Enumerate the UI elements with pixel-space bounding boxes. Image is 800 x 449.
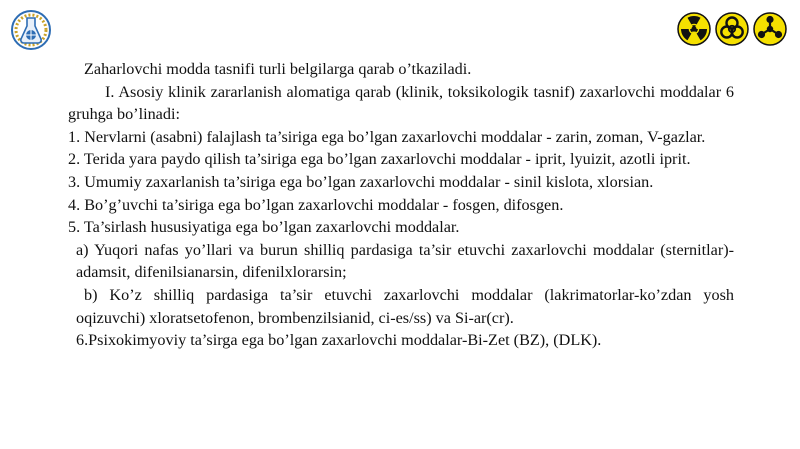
opcw-emblem-icon <box>10 9 52 51</box>
slide-body <box>68 58 734 352</box>
list-item: 4. Bo’g’uvchi ta’siriga ega bo’lgan zaxarlovchi moddalar - fosgen, difosgen. <box>68 195 564 214</box>
list-item: 3. Umumiy zaxarlanish ta’siriga ega bo’lgan zaxarlovchi moddalar - sinil kislota, xlorsian. <box>68 172 654 191</box>
intro-paragraph: Zaharlovchi modda tasnifi turli belgilarga qarab o’tkaziladi. <box>84 60 472 78</box>
biohazard-icon <box>715 12 749 46</box>
list-item: 6.Psixokimyoviy ta’sirga ega bo’lgan zaxarlovchi moddalar-Bi-Zet (BZ), (DLK). <box>76 331 602 350</box>
chemical-hazard-icon <box>753 12 787 46</box>
sub-item: b) Ko’z shilliq pardasiga ta’sir etuvchi zaxarlovchi moddalar (lakrimatorlar-ko’zdan yosh oqizuvchi) xloratsetofenon, brombenzilsianid, ci-es/ss) va Si-ar(cr). <box>76 285 734 327</box>
sub-item: a) Yuqori nafas yo’llari va burun shilliq pardasiga ta’sir etuvchi zaxarlovchi moddalar (sternitlar)-adamsit, difenilsianarsin, difenilxlorarsin; <box>76 240 734 282</box>
list-item: 2. Terida yara paydo qilish ta’siriga ega bo’lgan zaxarlovchi moddalar - iprit, lyuizit, azotli iprit. <box>68 150 691 169</box>
list-item: 1. Nervlarni (asabni) falajlash ta’siriga ega bo’lgan zaxarlovchi moddalar - zarin, zoman, V-gazlar. <box>68 127 706 146</box>
radiation-hazard-icon <box>677 12 711 46</box>
classification-heading: I. Asosiy klinik zararlanish alomatiga qarab (klinik, toksikologik tasnif) zaxarlovchi moddalar 6 gruhga bo’linadi: <box>68 82 734 124</box>
list-item: 5. Ta’sirlash hususiyatiga ega bo’lgan zaxarlovchi moddalar. <box>68 218 460 237</box>
